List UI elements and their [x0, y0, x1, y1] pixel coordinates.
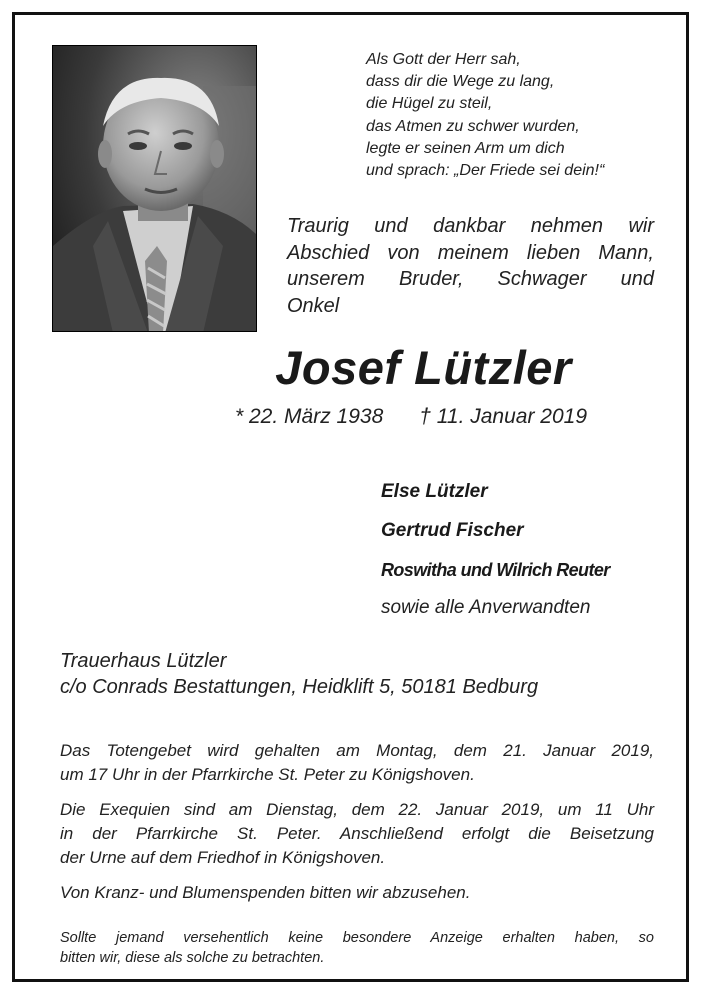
mourner-relatives: sowie alle Anverwandten	[381, 597, 591, 618]
intro-line: Abschied von meinem lieben Mann,	[287, 241, 654, 264]
flowers-line: Von Kranz- und Blumenspenden bitten wir abzusehen.	[60, 883, 471, 902]
poem-line: legte er seinen Arm um dich	[366, 139, 565, 157]
mourning-house-address	[60, 648, 538, 700]
flowers-note	[60, 881, 654, 905]
mourner-name: Else Lützler	[381, 481, 488, 502]
intro-line: Onkel	[287, 294, 340, 317]
funeral-line: Die Exequien sind am Dienstag, dem 22. Januar 2019, um 11 Uhr	[60, 800, 654, 819]
poem-line: Als Gott der Herr sah,	[366, 51, 521, 68]
poem-line: die Hügel zu steil,	[366, 95, 493, 113]
notice-line: bitten wir, diese als solche zu betrachten.	[60, 950, 325, 966]
poem	[366, 49, 666, 182]
portrait-image	[53, 46, 257, 332]
mourner-name: Gertrud Fischer	[381, 520, 524, 541]
funeral-info	[60, 798, 654, 870]
poem-line: das Atmen zu schwer wurden,	[366, 117, 580, 135]
mourner-name: Roswitha und Wilrich Reuter	[381, 560, 610, 580]
notice-line: Sollte jemand versehentlich keine besondere Anzeige erhalten haben, so	[60, 930, 654, 946]
address-line: Trauerhaus Lützler	[60, 650, 227, 672]
prayer-info	[60, 739, 654, 787]
birth-date: * 22. März 1938	[235, 405, 384, 428]
intro-line: unserem Bruder, Schwager und	[287, 268, 654, 290]
poem-line: und sprach: „Der Friede sei dein!“	[366, 162, 605, 180]
funeral-line: der Urne auf dem Friedhof in Königshoven.	[60, 848, 386, 867]
prayer-line: Das Totengebet wird gehalten am Montag, dem 21. Januar 2019,	[60, 741, 654, 760]
prayer-line: um 17 Uhr in der Pfarrkirche St. Peter zu Königshoven.	[60, 765, 475, 784]
address-line: c/o Conrads Bestattungen, Heidklift 5, 50181 Bedburg	[60, 676, 539, 698]
death-date: † 11. Januar 2019	[419, 405, 588, 428]
intro-line: Traurig und dankbar nehmen wir	[287, 215, 654, 237]
portrait-photo	[52, 45, 257, 332]
funeral-line: in der Pfarrkirche St. Peter. Anschließend erfolgt die Beisetzung	[60, 824, 654, 843]
notice-text	[60, 928, 654, 968]
intro-text	[287, 213, 654, 319]
life-dates	[235, 405, 587, 429]
deceased-name: Josef Lützler	[275, 341, 572, 394]
poem-line: dass dir die Wege zu lang,	[366, 73, 555, 91]
